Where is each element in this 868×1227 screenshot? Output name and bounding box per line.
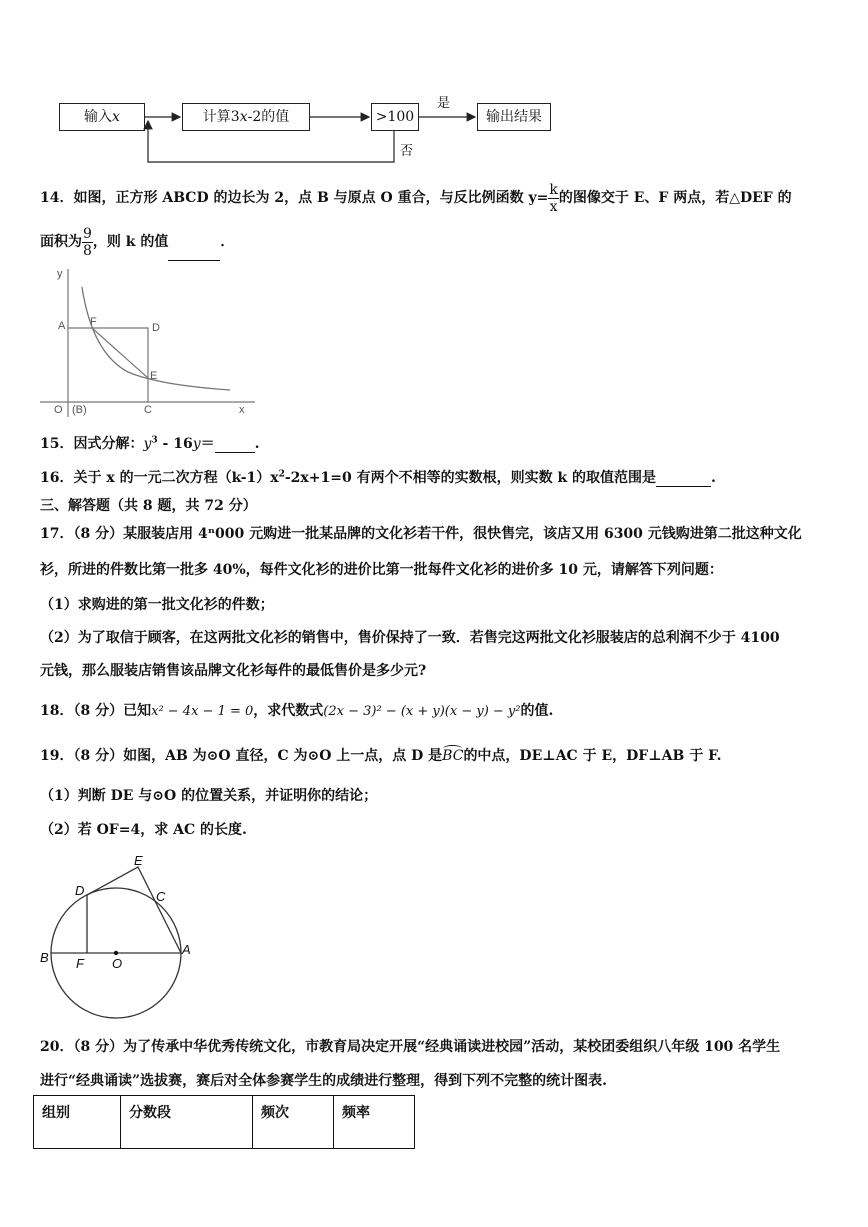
q16-sup: 2 — [278, 469, 285, 480]
section-heading: 三、解答题（共 8 题，共 72 分） — [40, 498, 257, 514]
q14-label-f: F — [90, 316, 97, 328]
q14-text-a: 14．如图，正方形 ABCD 的边长为 2，点 B 与原点 O 重合，与反比例函数 y= — [40, 190, 549, 206]
q14-label-c: C — [144, 404, 152, 416]
q14-segment-fe — [92, 328, 148, 378]
q18-equation: x² − 4x − 1 = 0 — [151, 704, 254, 719]
table-row — [34, 1096, 415, 1149]
q19-label-b: B — [40, 950, 49, 965]
q15-text: 15．因式分解： — [40, 436, 144, 452]
q19-figure — [36, 850, 206, 1020]
q19-arc-bc: BC — [442, 748, 464, 764]
q19-text-b: 的中点，DE⊥AC 于 E，DF⊥AB 于 F. — [463, 748, 722, 764]
q15-end: . — [254, 436, 260, 452]
q20-line1: 20．（8 分）为了传承中华优秀传统文化，市教育局决定开展“经典诵读进校园”活动，某校团委组织八年级 100 名学生 — [40, 1039, 781, 1055]
q14-label-x: x — [239, 404, 245, 416]
table-header-frequency-count: 频次 — [253, 1096, 334, 1149]
q19-part2: （2）若 OF=4，求 AC 的长度. — [40, 822, 247, 838]
q15-y: y — [143, 436, 152, 452]
q19-label-c: C — [156, 889, 166, 904]
q20-stats-table — [33, 1095, 415, 1149]
q14-line1 — [40, 180, 792, 220]
q14-graph — [40, 265, 270, 425]
q14-text-c: 面积为 — [40, 234, 82, 250]
q14-label-b: (B) — [72, 404, 87, 416]
q18-expression: (2x − 3)² − (x + y)(x − y) − y² — [323, 704, 521, 719]
q16-text-a: 16．关于 x 的一元二次方程（k-1）x — [40, 470, 279, 486]
q17-line1: 17．（8 分）某服装店用 4ⁿ000 元购进一批某品牌的文化衫若干件，很快售完，该店又用 6300 元钱购进第二批这种文化 — [40, 526, 802, 542]
q19-segments-de-ea — [87, 867, 181, 953]
flow-yes-label: 是 — [437, 96, 451, 111]
q19-label-o: O — [112, 956, 123, 971]
q18-text-b: ，求代数式 — [253, 703, 324, 719]
q19-label-a: A — [182, 942, 191, 957]
q19-label-d: D — [75, 883, 85, 898]
q14-square — [68, 328, 148, 402]
q17-part2-line2: 元钱，那么服装店销售该品牌文化衫每件的最低售价是多少元? — [40, 663, 427, 679]
q19-center-dot — [114, 951, 118, 955]
flow-input-prefix: 输入 — [84, 109, 113, 125]
q16-end: . — [711, 470, 716, 486]
q14-label-y: y — [57, 268, 63, 280]
q14-area-den: 8 — [83, 242, 92, 259]
flow-input-var: x — [112, 109, 120, 125]
q16-answer-blank — [656, 470, 711, 487]
q15-line — [40, 433, 260, 453]
q14-line2 — [40, 224, 234, 264]
table-header-score-range: 分数段 — [121, 1096, 253, 1149]
flow-condition-text: >100 — [375, 109, 415, 125]
q18-text-c: 的值. — [520, 703, 554, 719]
q17-part2-line1: （2）为了取信于顾客，在这两批文化衫的销售中，售价保持了一致．若售完这两批文化衫服装店的总利润不少于 4100 — [40, 630, 780, 646]
q15-mid: - 16 — [157, 436, 193, 452]
q14-frac-den: x — [549, 198, 558, 215]
flow-compute-var: x — [239, 109, 248, 125]
q19-label-f: F — [76, 956, 84, 971]
table-header-frequency-rate: 频率 — [334, 1096, 415, 1149]
q14-text-d: ，则 k 的值 — [92, 234, 169, 250]
flow-compute-prefix: 计算3 — [202, 109, 240, 125]
flow-no-label: 否 — [400, 144, 414, 159]
q14-text-b: 的图像交于 E、F 两点，若△DEF 的 — [558, 190, 792, 206]
q14-area-fraction — [82, 226, 93, 259]
flow-compute-suffix: -2的值 — [247, 109, 290, 125]
q19-part1: （1）判断 DE 与⊙O 的位置关系，并证明你的结论； — [40, 788, 378, 804]
flow-arrows — [0, 0, 868, 180]
q18-text-a: 18．（8 分）已知 — [40, 703, 152, 719]
q14-label-e: E — [150, 370, 158, 382]
q14-frac-num: k — [549, 181, 558, 198]
q19-label-e: E — [134, 853, 143, 868]
q14-label-d: D — [152, 322, 160, 334]
q14-fraction-k-over-x — [548, 182, 558, 215]
q14-text-e: ． — [220, 234, 235, 250]
q17-line2: 衫，所进的件数比第一批多 40%，每件文化衫的进价比第一批每件文化衫的进价多 10 元，请解答下列问题： — [40, 562, 723, 578]
q16-line — [40, 467, 716, 487]
q14-area-num: 9 — [83, 225, 92, 242]
q18-line — [40, 700, 553, 720]
q19-text-a: 19．（8 分）如图，AB 为⊙O 直径，C 为⊙O 上一点，点 D 是 — [40, 748, 443, 764]
q15-exp: 3 — [151, 435, 158, 446]
q15-answer-blank — [215, 436, 255, 453]
flow-output-text: 输出结果 — [486, 109, 542, 125]
q17-part1: （1）求购进的第一批文化衫的件数； — [40, 597, 274, 613]
q14-answer-blank — [168, 224, 220, 261]
q14-label-a: A — [58, 320, 66, 332]
q14-label-o: O — [54, 404, 63, 416]
q15-eq: ＝ — [200, 436, 215, 452]
q15-y2: y — [192, 436, 201, 452]
q19-line — [40, 745, 721, 765]
q20-line2: 进行“经典诵读”选拔赛，赛后对全体参赛学生的成绩进行整理，得到下列不完整的统计图表. — [40, 1073, 607, 1089]
q16-text-b: -2x+1=0 有两个不相等的实数根，则实数 k 的取值范围是 — [284, 470, 657, 486]
table-header-group: 组别 — [34, 1096, 121, 1149]
